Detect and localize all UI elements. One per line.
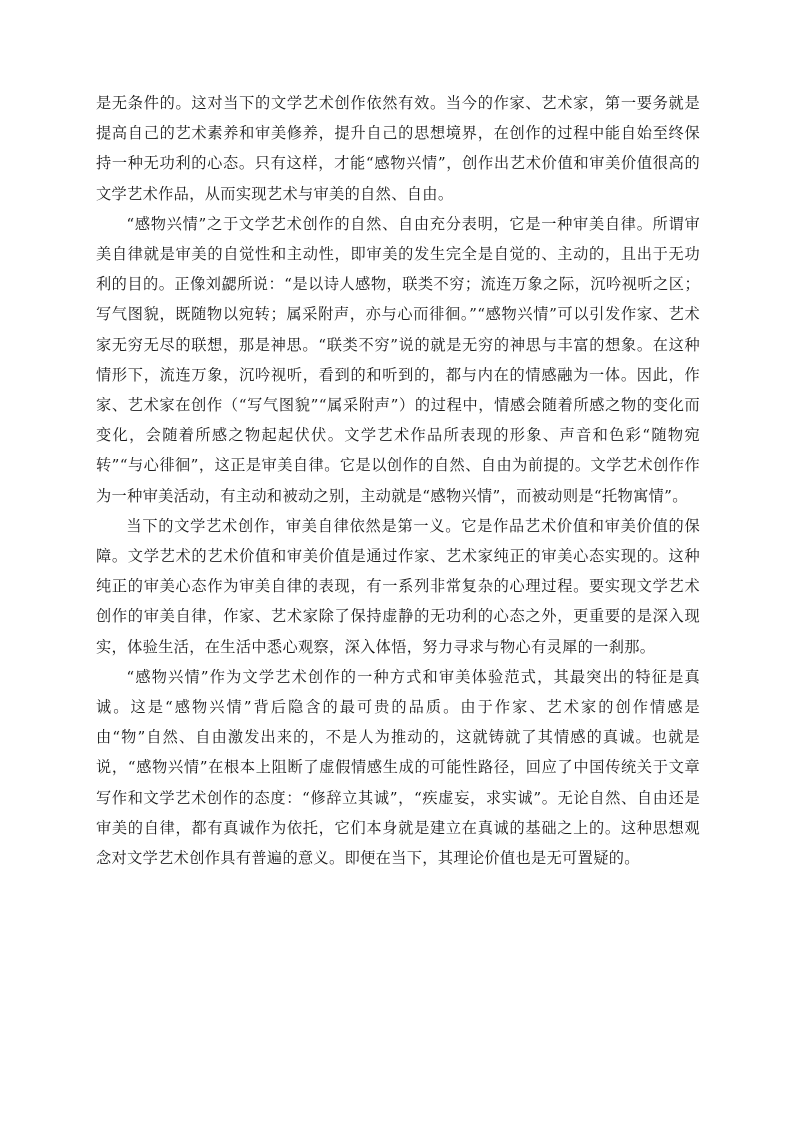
paragraph-2: “感物兴情”之于文学艺术创作的自然、自由充分表明，它是一种审美自律。所谓审美自律就是审美的自觉性和主动性，即审美的发生完全是自觉的、主动的，且出于无功利的目的。正像刘勰所说：“是以诗人感物，联类不穷；流连万象之际，沉吟视听之区；写气图貌，既随物以宛转；属采附声，亦与心而徘徊。”“感物兴情”可以引发作家、艺术家无穷无尽的联想，那是神思。“联类不穷”说的就是无穷的神思与丰富的想象。在这种情形下，流连万象，沉吟视听，看到的和听到的，都与内在的情感融为一体。因此，作家、艺术家在创作（“写气图貌”“属采附声”）的过程中，情感会随着所感之物的变化而变化，会随着所感之物起起伏伏。文学艺术作品所表现的形象、声音和色彩“随物宛转”“与心徘徊”，这正是审美自律。它是以创作的自然、自由为前提的。文学艺术创作作为一种审美活动，有主动和被动之别，主动就是“感物兴情”，而被动则是“托物寓情”。: [96, 214, 700, 505]
paragraph-3: 当下的文学艺术创作，审美自律依然是第一义。它是作品艺术价值和审美价值的保障。文学艺术的艺术价值和审美价值是通过作家、艺术家纯正的审美心态实现的。这种纯正的审美心态作为审美自律的表现，有一系列非常复杂的心理过程。要实现文学艺术创作的审美自律，作家、艺术家除了保持虚静的无功利的心态之外，更重要的是深入现实，体验生活，在生活中悉心观察，深入体悟，努力寻求与物心有灵犀的一刹那。: [96, 516, 700, 656]
document-page: [96, 88, 700, 873]
paragraph-1: 是无条件的。这对当下的文学艺术创作依然有效。当今的作家、艺术家，第一要务就是提高自己的艺术素养和审美修养，提升自己的思想境界，在创作的过程中能自始至终保持一种无功利的心态。只有这样，才能“感物兴情”，创作出艺术价值和审美价值很高的文学艺术作品，从而实现艺术与审美的自然、自由。: [96, 94, 700, 203]
paragraph-4: “感物兴情”作为文学艺术创作的一种方式和审美体验范式，其最突出的特征是真诚。这是“感物兴情”背后隐含的最可贵的品质。由于作家、艺术家的创作情感是由“物”自然、自由激发出来的，不是人为推动的，这就铸就了其情感的真诚。也就是说，“感物兴情”在根本上阻断了虚假情感生成的可能性路径，回应了中国传统关于文章写作和文学艺术创作的态度：“修辞立其诚”，“疾虚妄，求实诚”。无论自然、自由还是审美的自律，都有真诚作为依托，它们本身就是建立在真诚的基础之上的。这种思想观念对文学艺术创作具有普遍的意义。即便在当下，其理论价值也是无可置疑的。: [96, 667, 700, 868]
